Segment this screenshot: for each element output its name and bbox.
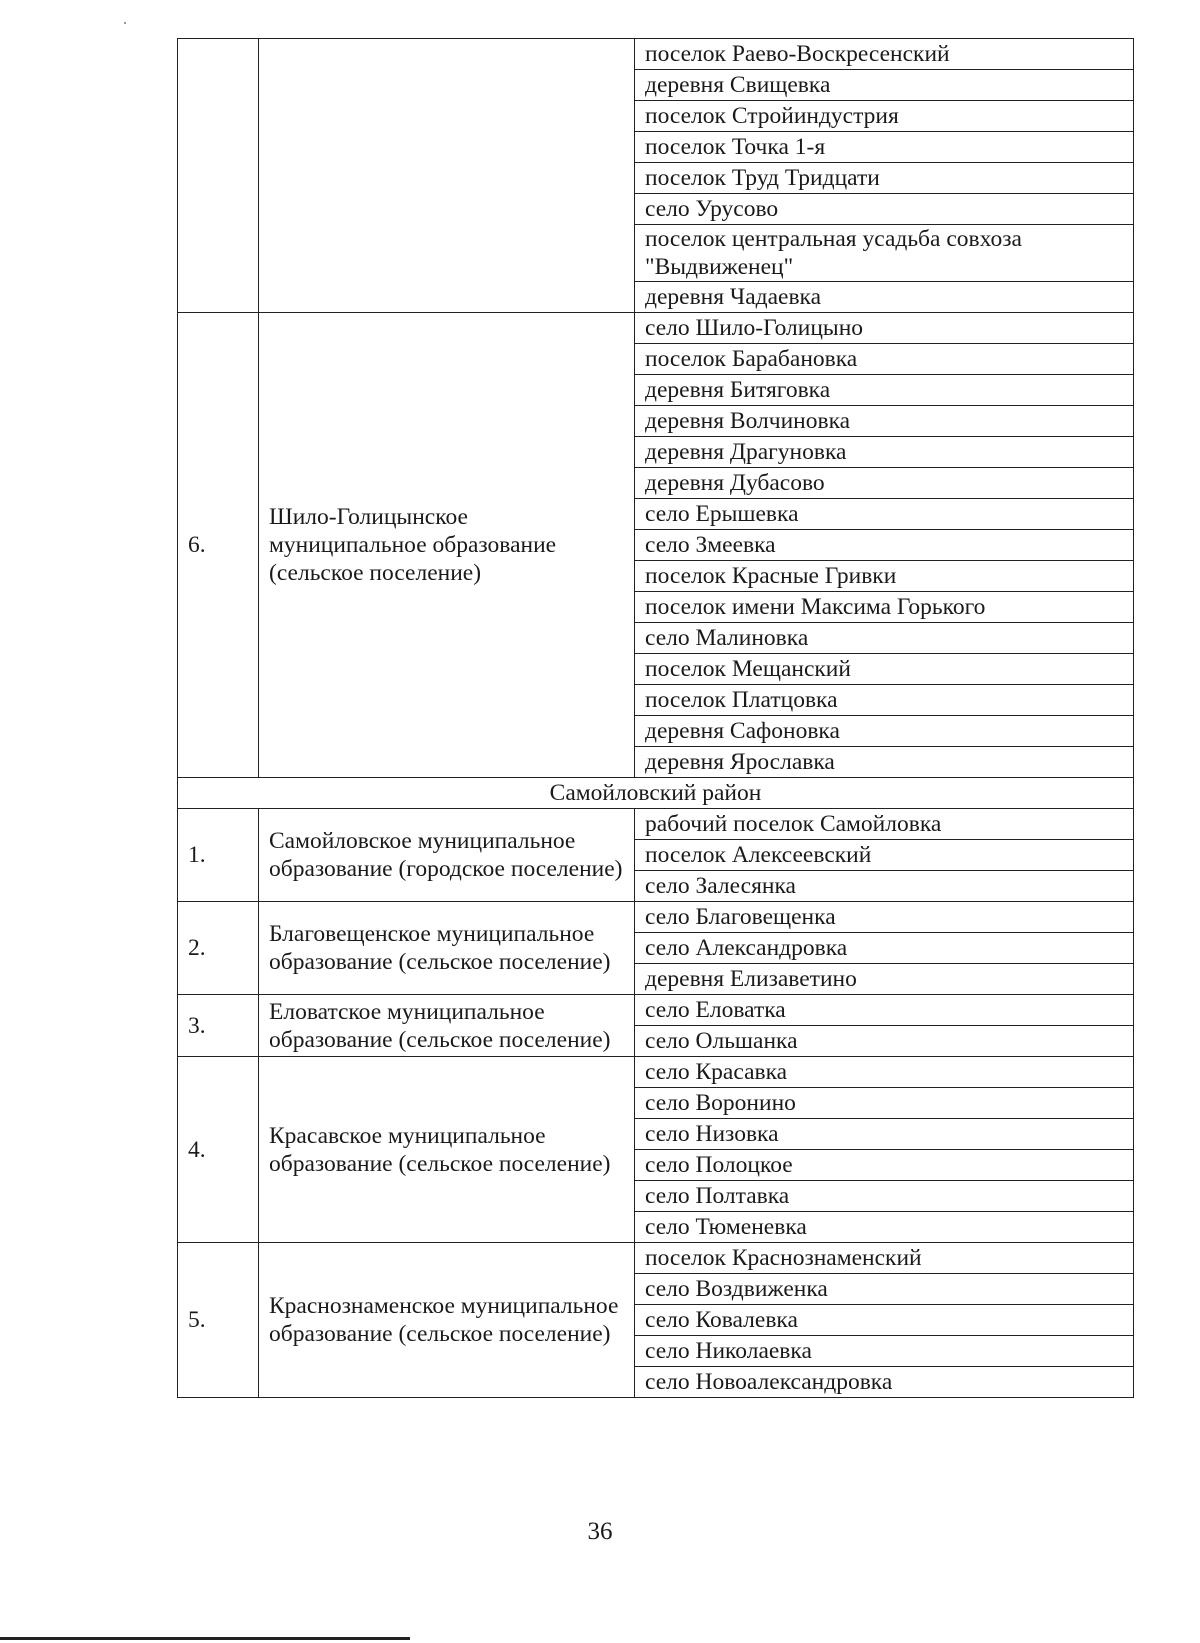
settlement-cell: село Александровка <box>635 933 1134 964</box>
settlement-cell: село Полтавка <box>635 1181 1134 1212</box>
settlement-cell: село Еловатка <box>635 995 1134 1026</box>
settlement-cell: село Урусово <box>635 194 1134 225</box>
row-number-cell: 4. <box>178 1057 259 1243</box>
row-number-cell <box>178 39 259 313</box>
settlement-cell: поселок Барабановка <box>635 344 1134 375</box>
settlement-cell: село Низовка <box>635 1119 1134 1150</box>
settlement-cell: поселок Алексеевский <box>635 840 1134 871</box>
table-row <box>178 1057 1134 1088</box>
settlement-cell: село Николаевка <box>635 1336 1134 1367</box>
settlement-cell: поселок центральная усадьба совхоза "Выдвиженец" <box>635 225 1134 282</box>
settlement-cell: село Полоцкое <box>635 1150 1134 1181</box>
settlement-cell: село Воронино <box>635 1088 1134 1119</box>
scan-speck <box>124 22 126 24</box>
settlement-cell: деревня Елизаветино <box>635 964 1134 995</box>
row-number-cell: 5. <box>178 1243 259 1398</box>
settlement-cell: село Ковалевка <box>635 1305 1134 1336</box>
settlement-cell: село Благовещенка <box>635 902 1134 933</box>
row-number-cell: 6. <box>178 313 259 778</box>
page-number: 36 <box>587 1518 613 1545</box>
settlement-cell: деревня Битяговка <box>635 375 1134 406</box>
settlement-cell: деревня Драгуновка <box>635 437 1134 468</box>
municipality-cell: Краснознаменское муниципальное образование (сельское поселение) <box>259 1243 635 1398</box>
municipality-cell: Еловатское муниципальное образование (сельское поселение) <box>259 995 635 1057</box>
row-number-cell: 1. <box>178 809 259 902</box>
settlement-cell: село Красавка <box>635 1057 1134 1088</box>
settlement-cell: поселок Стройиндустрия <box>635 101 1134 132</box>
municipality-cell <box>259 39 635 313</box>
settlement-cell: поселок Краснознаменский <box>635 1243 1134 1274</box>
table-row <box>178 809 1134 840</box>
settlement-cell: село Новоалександровка <box>635 1367 1134 1398</box>
settlement-cell: деревня Дубасово <box>635 468 1134 499</box>
settlement-cell: поселок Раево-Воскресенский <box>635 39 1134 70</box>
settlement-cell: поселок имени Максима Горького <box>635 592 1134 623</box>
settlement-cell: рабочий поселок Самойловка <box>635 809 1134 840</box>
settlement-cell: деревня Волчиновка <box>635 406 1134 437</box>
municipality-cell: Самойловское муниципальное образование (городское поселение) <box>259 809 635 902</box>
settlement-cell: поселок Красные Гривки <box>635 561 1134 592</box>
settlement-cell: поселок Платцовка <box>635 685 1134 716</box>
table-row <box>178 39 1134 70</box>
settlement-cell: село Воздвиженка <box>635 1274 1134 1305</box>
table-row <box>178 313 1134 344</box>
settlement-cell: поселок Мещанский <box>635 654 1134 685</box>
settlement-cell: село Тюменевка <box>635 1212 1134 1243</box>
table-row <box>178 995 1134 1026</box>
settlement-cell: село Ольшанка <box>635 1026 1134 1057</box>
settlement-cell: село Залесянка <box>635 871 1134 902</box>
settlement-cell: деревня Ярославка <box>635 747 1134 778</box>
row-number-cell: 3. <box>178 995 259 1057</box>
settlement-cell: деревня Свищевка <box>635 70 1134 101</box>
settlement-cell: деревня Чадаевка <box>635 282 1134 313</box>
table-row <box>178 902 1134 933</box>
settlement-cell: село Шило-Голицыно <box>635 313 1134 344</box>
table-row <box>178 1243 1134 1274</box>
scan-edge-line <box>0 1637 410 1640</box>
municipality-cell: Красавское муниципальное образование (сельское поселение) <box>259 1057 635 1243</box>
settlement-cell: село Ерышевка <box>635 499 1134 530</box>
municipality-cell: Благовещенское муниципальное образование (сельское поселение) <box>259 902 635 995</box>
settlement-cell: поселок Труд Тридцати <box>635 163 1134 194</box>
row-number-cell: 2. <box>178 902 259 995</box>
settlement-cell: деревня Сафоновка <box>635 716 1134 747</box>
region-heading: Самойловский район <box>178 778 1134 809</box>
settlement-cell: село Малиновка <box>635 623 1134 654</box>
settlements-table <box>177 38 1134 1398</box>
municipality-cell: Шило-Голицынское муниципальное образование (сельское поселение) <box>259 313 635 778</box>
settlement-cell: село Змеевка <box>635 530 1134 561</box>
settlement-cell: поселок Точка 1-я <box>635 132 1134 163</box>
region-row <box>178 778 1134 809</box>
